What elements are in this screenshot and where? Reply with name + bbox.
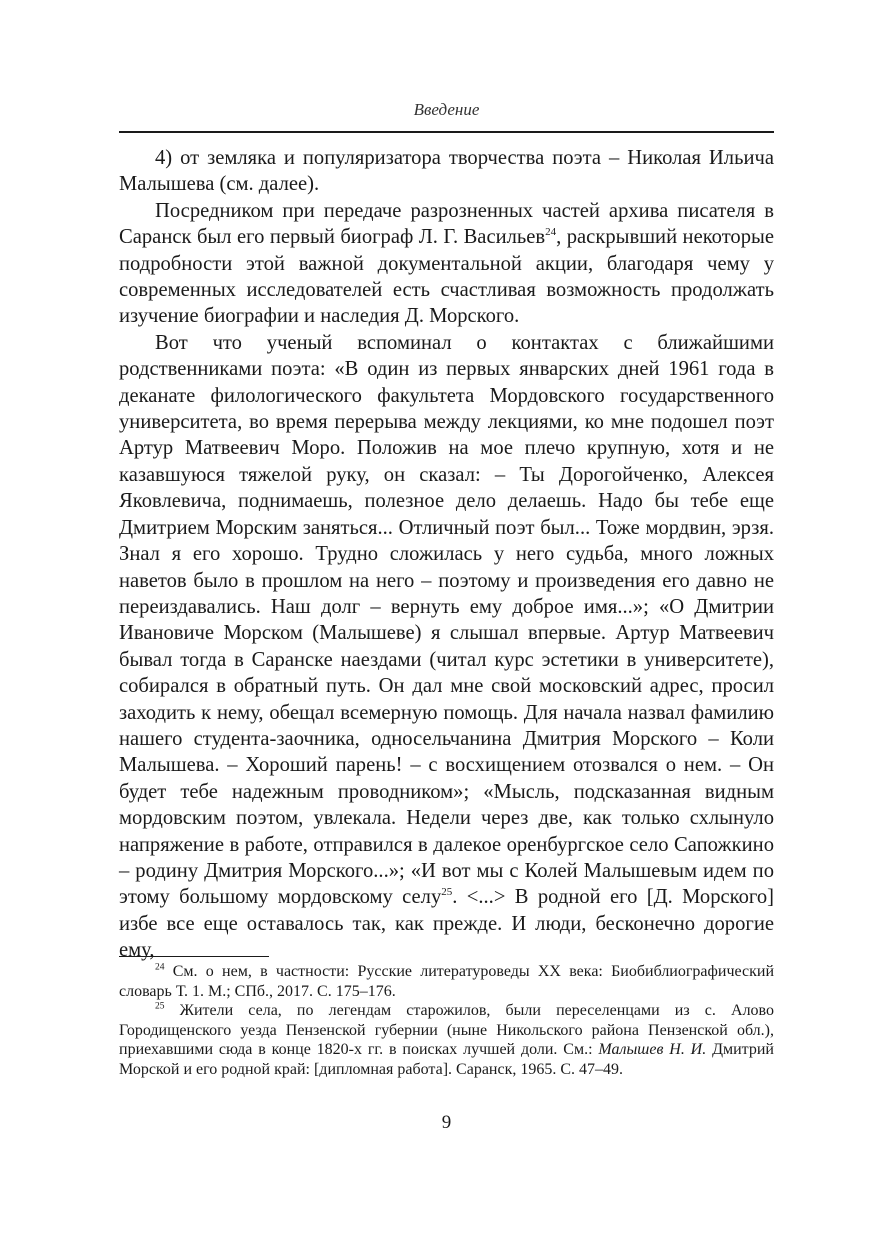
footnote-25-author: Малышев Н. И.: [598, 1041, 707, 1058]
main-text: [119, 145, 774, 964]
paragraph-3-text-b: . <...> В родной его [Д. Морского] избе все еще оставалось так, как прежде. И люди, бесконечно дорогие ему,: [119, 886, 774, 962]
footnote-25-number: 25: [155, 1001, 165, 1012]
footnote-25-text-a: Жители села, по легендам старожилов, были переселенцами из с. Алово Городищенского уезда Пензенской губернии (ныне Никольского района Пензенской обл.), приехавшими сюда в конце 1820-х гг. в поисках лучшей доли. См.:: [119, 1002, 774, 1058]
footnote-ref-24: 24: [545, 226, 557, 239]
footnote-25-text-b: Дмитрий Морской и его родной край: [дипломная работа]. Саранск, 1965. С. 47–49.: [119, 1041, 774, 1078]
paragraph-2-text-b: , раскрывший некоторые подробности этой важной документальной акции, благодаря чему у современных исследователей есть счастливая возможность продолжать изучение биографии и наследия Д. Морского.: [119, 226, 774, 328]
paragraph-2: [119, 198, 774, 330]
paragraph-3-text-a: Вот что ученый вспоминал о контактах с ближайшими родственниками поэта: «В один из первых январских дней 1961 года в деканате филологического факультета Мордовского государственного университета, во время перерыва между лекциями, ко мне подошел поэт Артур Матвеевич Моро. Положив на мое плечо крупную, хотя и не казавшуюся тяжелой руку, он сказал: – Ты Дорогойченко, Алексея Яковлевича, поднимаешь, полезное дело делаешь. Надо бы тебе еще Дмитрием Морским заняться... Отличный поэт был... Тоже мордвин, эрзя. Знал я его хорошо. Трудно сложилась у него судьба, много ложных наветов было в прошлом на него – поэтому и произведения его давно не переиздавались. Наш долг – вернуть ему доброе имя...»; «О Дмитрии Ивановиче Морском (Малышеве) я слышал впервые. Артур Матвеевич бывал тогда в Саранске наездами (читал курс эстетики в университете), собирался в обратный путь. Он дал мне свой московский адрес, просил заходить к нему, обещал всемерную помощь. Для начала назвал фамилию нашего студента-заочника, односельчанина Дмитрия Морского – Коли Малышева. – Хороший парень! – с восхищением отозвался о нем. – Он будет тебе надежным проводником»; «Мысль, подсказанная видным мордовским поэтом, увлекала. Недели через две, как только схлынуло напряжение в работе, отправился в далекое оренбургское село Сапожкино – родину Дмитрия Морского...»; «И вот мы с Колей Малышевым идем по этому большому мордовскому селу: [119, 331, 774, 909]
footnote-24-number: 24: [155, 962, 165, 973]
header-divider: [119, 131, 774, 133]
footnote-24-text: См. о нем, в частности: Русские литературоведы XX века: Биобиблиографический словарь Т. 1. М.; СПб., 2017. С. 175–176.: [119, 963, 774, 1000]
footnote-divider: [119, 956, 269, 957]
footnotes: [119, 962, 774, 1079]
running-header: Введение: [413, 100, 480, 119]
paragraph-2-text-a: Посредником при передаче разрозненных частей архива писателя в Саранск был его первый биограф Л. Г. Васильев: [119, 199, 774, 249]
paragraph-3: [119, 330, 774, 964]
footnote-ref-25: 25: [441, 886, 453, 899]
footnote-25: [119, 1001, 774, 1079]
footnote-24: [119, 962, 774, 1001]
page-number: 9: [441, 1112, 452, 1133]
paragraph-1: 4) от земляка и популяризатора творчества поэта – Николая Ильича Малышева (см. далее).: [119, 147, 774, 196]
